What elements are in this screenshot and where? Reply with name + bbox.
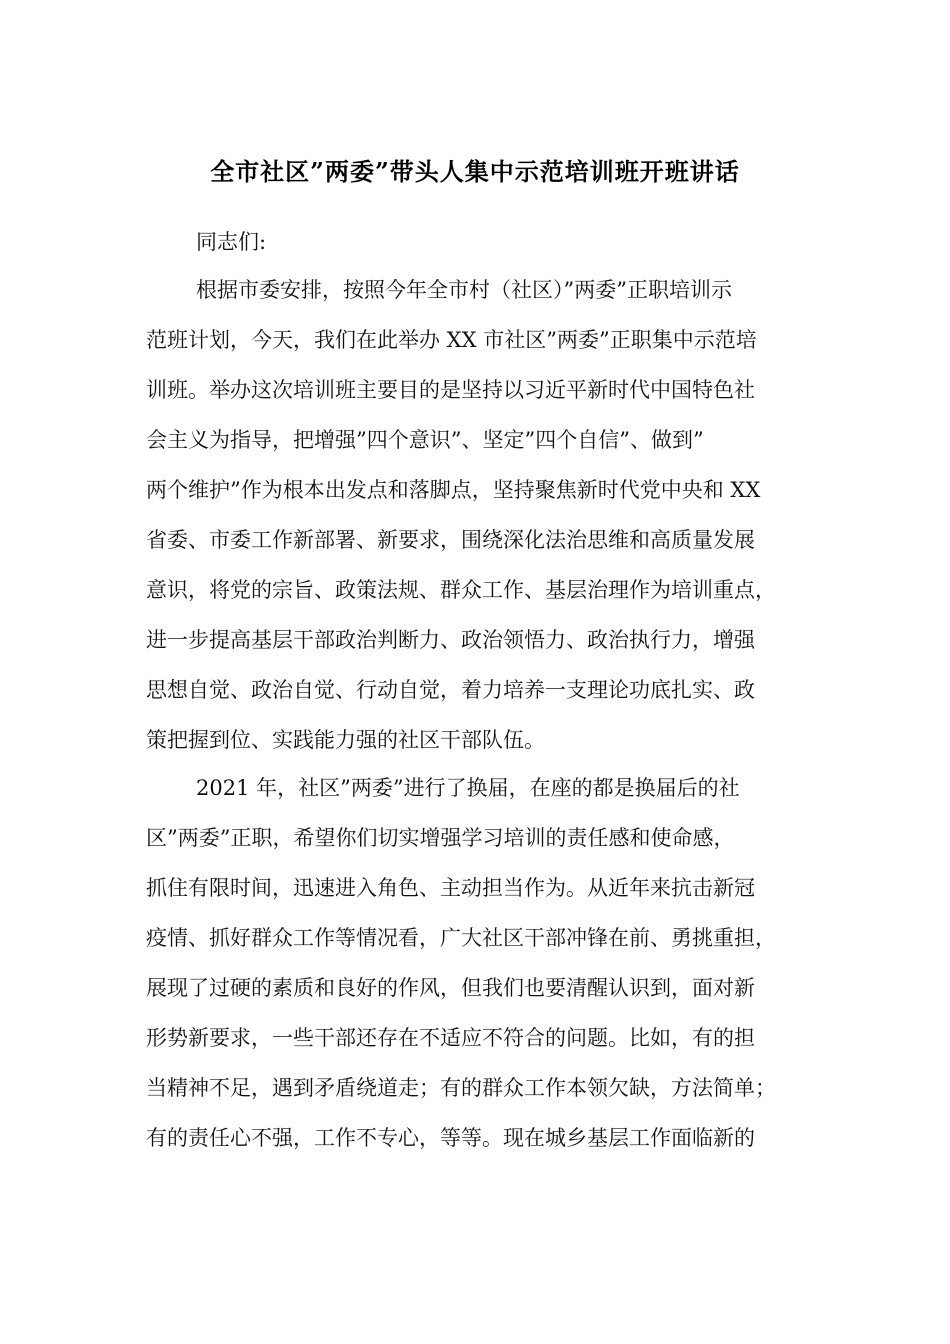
paragraph-1-line-9: 思想自觉、政治自觉、行动自觉，着力培养一支理论功底扎实、政: [146, 678, 755, 702]
paragraph-1-line-4: 会主义为指导，把增强”四个意识”、坚定”四个自信”、做到”: [146, 428, 704, 452]
paragraph-2-line-6: 形势新要求，一些干部还存在不适应不符合的问题。比如，有的担: [146, 1026, 755, 1050]
paragraph-1-line-5: 两个维护”作为根本出发点和落脚点，坚持聚焦新时代党中央和 XX: [146, 478, 761, 502]
paragraph-2-line-2: 区”两委”正职，希望你们切实增强学习培训的责任感和使命感，: [146, 826, 735, 850]
paragraph-1-line-6: 省委、市委工作新部署、新要求，围绕深化法治思维和高质量发展: [146, 528, 755, 552]
paragraph-1-line-3: 训班。举办这次培训班主要目的是坚持以习近平新时代中国特色社: [146, 378, 755, 402]
paragraph-2-line-8: 有的责任心不强，工作不专心，等等。现在城乡基层工作面临新的: [146, 1126, 755, 1150]
paragraph-1-line-7: 意识，将党的宗旨、政策法规、群众工作、基层治理作为培训重点，: [146, 578, 776, 602]
paragraph-1-line-10: 策把握到位、实践能力强的社区干部队伍。: [146, 728, 545, 752]
paragraph-2-line-1: 2021 年，社区”两委”进行了换届，在座的都是换届后的社: [196, 776, 740, 800]
paragraph-2-line-5: 展现了过硬的素质和良好的作风，但我们也要清醒认识到，面对新: [146, 976, 755, 1000]
paragraph-1-line-8: 进一步提高基层干部政治判断力、政治领悟力、政治执行力，增强: [146, 628, 755, 652]
paragraph-2-line-4: 疫情、抓好群众工作等情况看，广大社区干部冲锋在前、勇挑重担，: [146, 926, 776, 950]
salutation-line: 同志们:: [196, 230, 267, 254]
paragraph-1-line-2: 范班计划，今天，我们在此举办 XX 市社区”两委”正职集中示范培: [146, 328, 757, 352]
paragraph-2-line-7: 当精神不足，遇到矛盾绕道走；有的群众工作本领欠缺，方法简单；: [146, 1076, 776, 1100]
paragraph-2-line-3: 抓住有限时间，迅速进入角色、主动担当作为。从近年来抗击新冠: [146, 876, 755, 900]
document-title: 全市社区”两委”带头人集中示范培训班开班讲话: [210, 157, 740, 186]
paragraph-1-line-1: 根据市委安排，按照今年全市村（社区）”两委”正职培训示: [196, 278, 732, 302]
